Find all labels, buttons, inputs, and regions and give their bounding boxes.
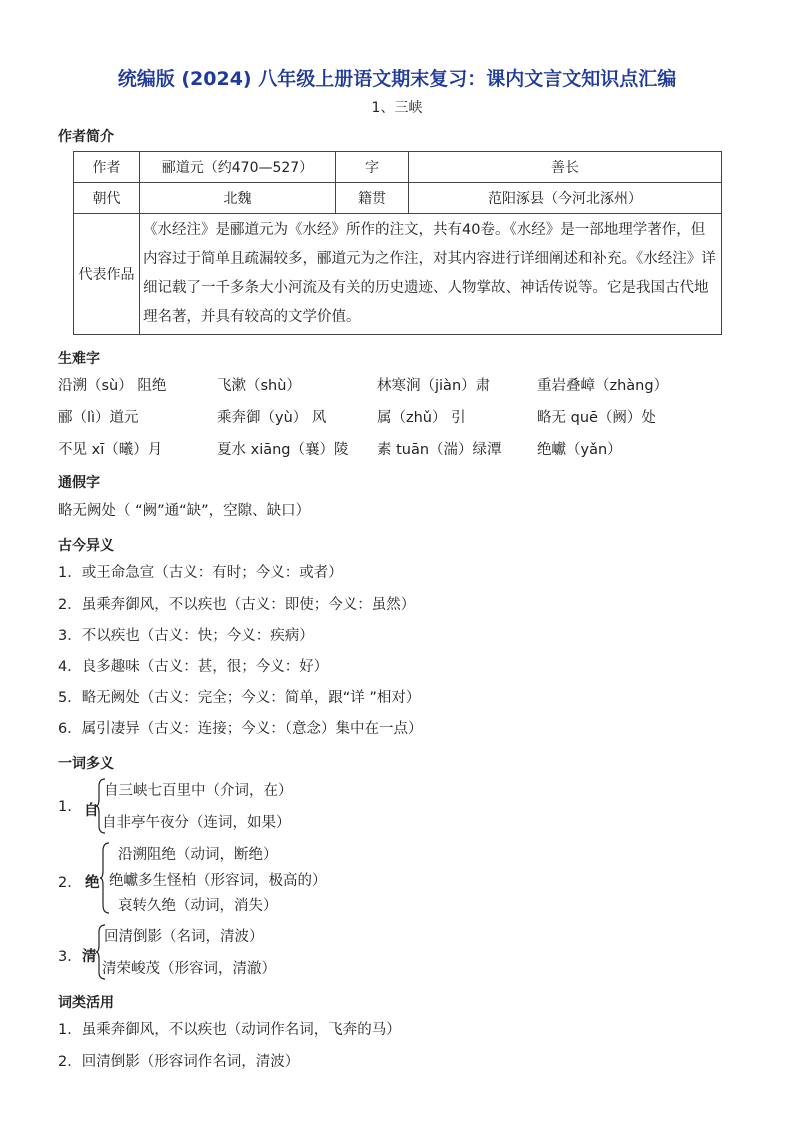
list-item: 4．良多趣味（古义：甚，很；今义：好） [58,659,329,675]
table-row [74,152,722,183]
polysemy-number: 3． [58,949,82,965]
vocab-item: 属（zhǔ） 引 [377,410,466,426]
author-table [73,151,722,335]
table-cell-works-label: 代表作品 [74,214,140,335]
polysemy-option: 自非亭午夜分（连词，如果） [102,815,291,831]
page-title: 统编版 (2024) 八年级上册语文期末复习：课内文言文知识点汇编 [117,68,677,90]
table-row [74,183,722,214]
table-cell: 籍贯 [336,183,409,214]
section-heading-vocab: 生难字 [58,351,100,367]
vocab-item: 不见 xī（曦）月 [58,442,163,458]
vocab-item: 夏水 xiāng（襄）陵 [217,442,349,458]
list-item: 6．属引凄异（古义：连接；今义：（意念）集中在一点） [58,721,423,737]
vocab-item: 乘奔御（yù） 风 [217,410,327,426]
vocab-item: 郦（lì）道元 [58,410,139,426]
vocab-item: 林寒涧（jiàn）肃 [377,378,491,394]
table-cell: 范阳涿县（今河北涿州） [409,183,722,214]
table-cell-works-text: 《水经注》是郦道元为《水经》所作的注文，共有40卷。《水经》是一部地理学著作，但内容过于简单且疏漏较多，郦道元为之作注，对其内容进行详细阐述和补充。《水经注》详细记载了一千多条大小河流及有关的历史遗迹、人物掌故、神话传说等。它是我国古代地理名著，并具有较高的文学价值。 [140,214,722,335]
list-item: 5．略无阙处（古义：完全；今义：简单，跟“详 ”相对） [58,690,421,706]
section-heading-polysemy: 一词多义 [58,756,114,772]
polysemy-word: 自 [84,803,99,819]
polysemy-option: 沿溯阻绝（动词，断绝） [118,847,278,863]
section-heading-tongjia: 通假字 [58,475,100,491]
table-cell: 北魏 [140,183,336,214]
page-subtitle: 1、三峡 [371,100,423,116]
list-item: 1．虽乘奔御风，不以疾也（动词作名词，飞奔的马） [58,1022,401,1038]
vocab-item: 绝巘（yǎn） [537,442,622,458]
polysemy-word: 绝 [85,875,100,891]
vocab-item: 飞漱（shù） [217,378,301,394]
polysemy-option: 回清倒影（名词，清波） [104,929,264,945]
polysemy-option: 哀转久绝（动词，消失） [118,898,278,914]
list-item: 2．虽乘奔御风，不以疾也（古义：即使；今义：虽然） [58,597,416,613]
list-item: 略无阙处（ “阙”通“缺”，空隙、缺口） [58,503,311,519]
table-cell: 朝代 [74,183,140,214]
vocab-item: 略无 quē（阙）处 [537,410,656,426]
section-heading-author: 作者简介 [58,129,114,145]
section-heading-huoyong: 词类活用 [58,995,114,1011]
polysemy-option: 自三峡七百里中（介词，在） [104,783,293,799]
vocab-item: 沿溯（sù） 阻绝 [58,378,167,394]
polysemy-word: 清 [82,949,97,965]
polysemy-number: 1. [58,799,72,815]
vocab-item: 素 tuān（湍）绿潭 [377,442,502,458]
table-cell: 作者 [74,152,140,183]
polysemy-number: 2． [58,875,82,891]
section-heading-gujin: 古今异义 [58,538,114,554]
table-cell: 善长 [409,152,722,183]
list-item: 1．或王命急宣（古义：有时；今义：或者） [58,565,343,581]
list-item: 2．回清倒影（形容词作名词，清波） [58,1054,300,1070]
table-cell: 郦道元（约470—527） [140,152,336,183]
table-row [74,214,722,335]
list-item: 3．不以疾也（古义：快；今义：疾病） [58,628,314,644]
table-cell: 字 [336,152,409,183]
polysemy-option: 清荣峻茂（形容词，清澈） [102,961,276,977]
polysemy-option: 绝巘多生怪柏（形容词，极高的） [109,873,327,889]
vocab-item: 重岩叠嶂（zhàng） [537,378,669,394]
